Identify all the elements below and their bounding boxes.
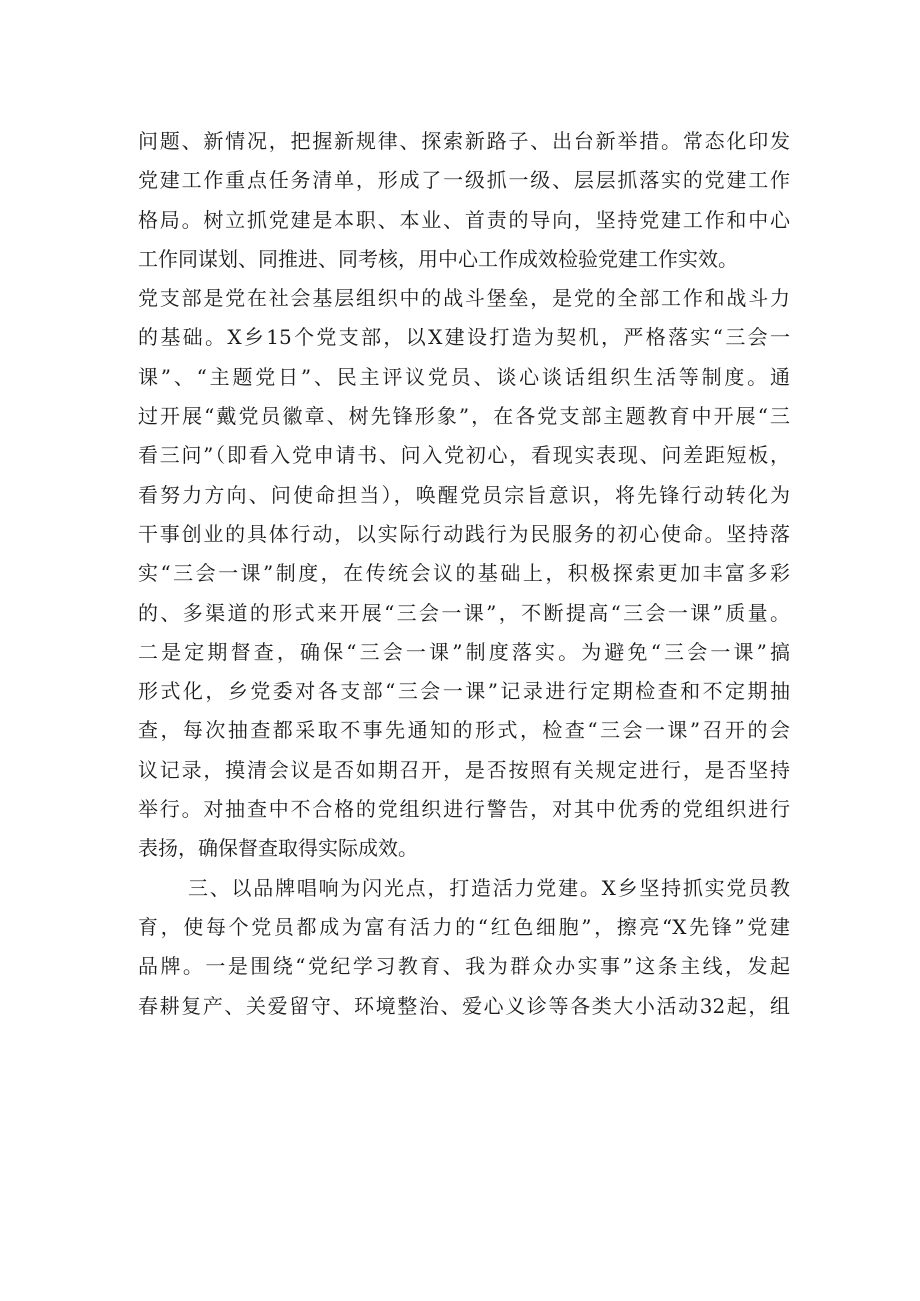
text-line: 课”、“主题党日”、民主评议党员、谈心谈话组织生活等制度。通 [138, 364, 790, 389]
paragraph [138, 122, 790, 279]
text-line: 格局。树立抓党建是本职、本业、首责的导向，坚持党建工作和中心 [138, 207, 790, 232]
text-line: 育，使每个党员都成为富有活力的“红色细胞”，擦亮“X先锋”党建 [138, 914, 790, 939]
text-line: 查，每次抽查都采取不事先通知的形式，检查“三会一课”召开的会 [138, 718, 790, 743]
text-line: 春耕复产、关爱留守、环境整治、爱心义诊等各类大小活动32起，组 [138, 993, 790, 1018]
text-line: 问题、新情况，把握新规律、探索新路子、出台新举措。常态化印发 [138, 129, 790, 153]
paragraph [138, 869, 790, 1026]
text-line: 三、以品牌唱响为闪光点，打造活力党建。X乡坚持抓实党员教 [188, 875, 790, 900]
text-line: 品牌。一是围绕“党纪学习教育、我为群众办实事”这条主线，发起 [138, 954, 790, 979]
text-line: 的基础。X乡15个党支部，以X建设打造为契机，严格落实“三会一 [138, 325, 790, 350]
text-line: 的、多渠道的形式来开展“三会一课”，不断提高“三会一课”质量。 [138, 600, 790, 625]
text-line: 二是定期督查，确保“三会一课”制度落实。为避免“三会一课”搞 [138, 639, 790, 664]
text-line: 议记录，摸清会议是否如期召开，是否按照有关规定进行，是否坚持 [138, 757, 790, 782]
document-body [138, 122, 790, 1026]
paragraph [138, 279, 790, 868]
text-line: 干事创业的具体行动，以实际行动践行为民服务的初心使命。坚持落 [138, 521, 790, 546]
text-line: 形式化，乡党委对各支部“三会一课”记录进行定期检查和不定期抽 [138, 679, 790, 704]
text-line: 党建工作重点任务清单，形成了一级抓一级、层层抓落实的党建工作 [138, 168, 790, 193]
text-line: 实“三会一课”制度，在传统会议的基础上，积极探索更加丰富多彩 [138, 561, 790, 586]
text-line: 看三问”（即看入党申请书、问入党初心，看现实表现、问差距短板， [138, 443, 790, 468]
text-line: 过开展“戴党员徽章、树先锋形象”，在各党支部主题教育中开展“三 [138, 404, 790, 429]
text-line: 举行。对抽查中不合格的党组织进行警告，对其中优秀的党组织进行 [138, 797, 790, 822]
text-line: 党支部是党在社会基层组织中的战斗堡垒，是党的全部工作和战斗力 [138, 286, 790, 311]
text-line: 表扬，确保督查取得实际成效。 [138, 836, 418, 861]
text-line: 看努力方向、问使命担当），唤醒党员宗旨意识，将先锋行动转化为 [138, 482, 790, 507]
text-line: 工作同谋划、同推进、同考核，用中心工作成效检验党建工作实效。 [138, 246, 738, 271]
